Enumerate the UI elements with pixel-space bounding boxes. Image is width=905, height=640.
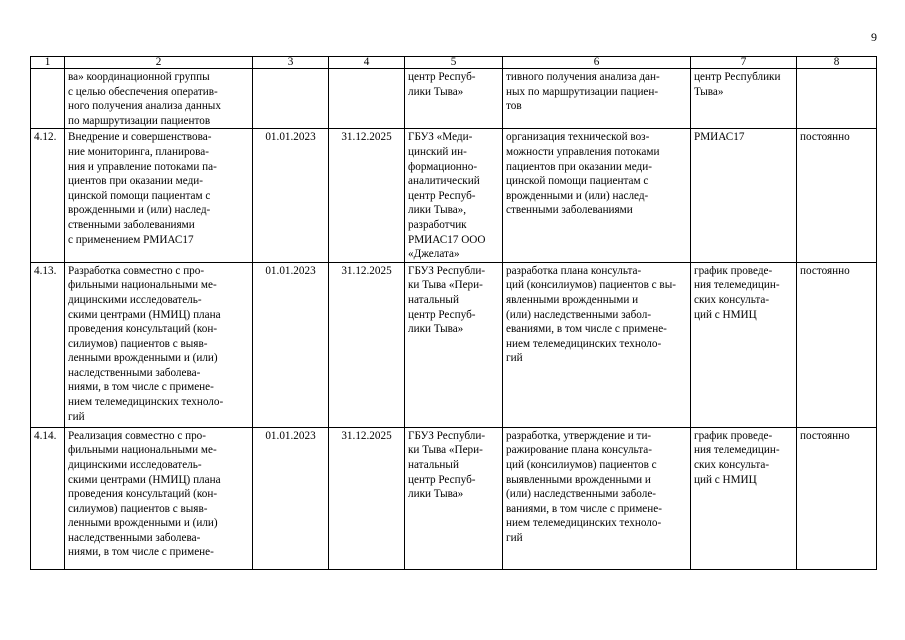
column-header: 6 [503,57,691,69]
activity-name: Внедрение и совершенствова- ние мониторинга, планирова- ния и управление потоками па- циентов при оказании меди- цинской помощи пациентам с врожденными и (или) наслед- ственными заболеваниями с применением РМИАС17 [65,129,253,262]
activity-name: ва» координационной группы с целью обеспечения оператив- ного получения анализа данных по маршрутизации пациентов [65,69,253,129]
expected-result: разработка плана консульта- ций (консилиумов) пациентов с вы- явленными врожденными и (или) наследственными забол- еваниями, в том числе с примене- нием телемедицинских техноло- гий [503,262,691,427]
control-indicator: график проведе- ния телемедицин- ских консульта- ций с НМИЦ [691,427,797,569]
responsible: ГБУЗ «Меди- цинский ин- формационно- аналитический центр Респуб- лики Тыва», разработчик РМИАС17 ООО «Джелата» [405,129,503,262]
column-header: 4 [329,57,405,69]
start-date: 01.01.2023 [253,129,329,262]
end-date: 31.12.2025 [329,129,405,262]
table-header-row [31,57,877,69]
row-number: 4.14. [31,427,65,569]
column-header: 2 [65,57,253,69]
end-date: 31.12.2025 [329,427,405,569]
table-row [31,262,877,427]
expected-result: тивного получения анализа дан- ных по маршрутизации пациен- тов [503,69,691,129]
table-row [31,129,877,262]
frequency: постоянно [797,427,877,569]
row-number: 4.13. [31,262,65,427]
activity-name: Разработка совместно с про- фильными национальными ме- дицинскими исследователь- скими центрами (НМИЦ) плана проведения консультаций (кон- силиумов) пациентов с выяв- ленными врожденными и (или) наследственными заболева- ниями, в том числе с примене- нием телемедицинских техноло- гий [65,262,253,427]
column-header: 5 [405,57,503,69]
column-header: 1 [31,57,65,69]
table-row [31,69,877,129]
control-indicator: центр Республики Тыва» [691,69,797,129]
action-plan-table [30,56,877,570]
responsible: центр Респуб- лики Тыва» [405,69,503,129]
end-date [329,69,405,129]
column-header: 3 [253,57,329,69]
row-number: 4.12. [31,129,65,262]
start-date [253,69,329,129]
end-date: 31.12.2025 [329,262,405,427]
responsible: ГБУЗ Республи- ки Тыва «Пери- натальный центр Респуб- лики Тыва» [405,427,503,569]
frequency: постоянно [797,129,877,262]
expected-result: организация технической воз- можности управления потоками пациентов при оказании меди- цинской помощи пациентам с врожденными и (или) наслед- ственными заболеваниями [503,129,691,262]
expected-result: разработка, утверждение и ти- ражирование плана консульта- ций (консилиумов) пациентов с выявленными врожденными и (или) наследственными заболе- ваниями, в том числе с примене- нием телемедицинских техноло- гий [503,427,691,569]
start-date: 01.01.2023 [253,427,329,569]
frequency: постоянно [797,262,877,427]
column-header: 7 [691,57,797,69]
start-date: 01.01.2023 [253,262,329,427]
responsible: ГБУЗ Республи- ки Тыва «Пери- натальный центр Респуб- лики Тыва» [405,262,503,427]
activity-name: Реализация совместно с про- фильными национальными ме- дицинскими исследователь- скими центрами (НМИЦ) плана проведения консультаций (кон- силиумов) пациентов с выяв- ленными врожденными и (или) наследственными заболева- ниями, в том числе с примене- [65,427,253,569]
control-indicator: график проведе- ния телемедицин- ских консульта- ций с НМИЦ [691,262,797,427]
column-header: 8 [797,57,877,69]
page-number: 9 [871,30,877,44]
control-indicator: РМИАС17 [691,129,797,262]
frequency [797,69,877,129]
table-row [31,427,877,569]
row-number [31,69,65,129]
